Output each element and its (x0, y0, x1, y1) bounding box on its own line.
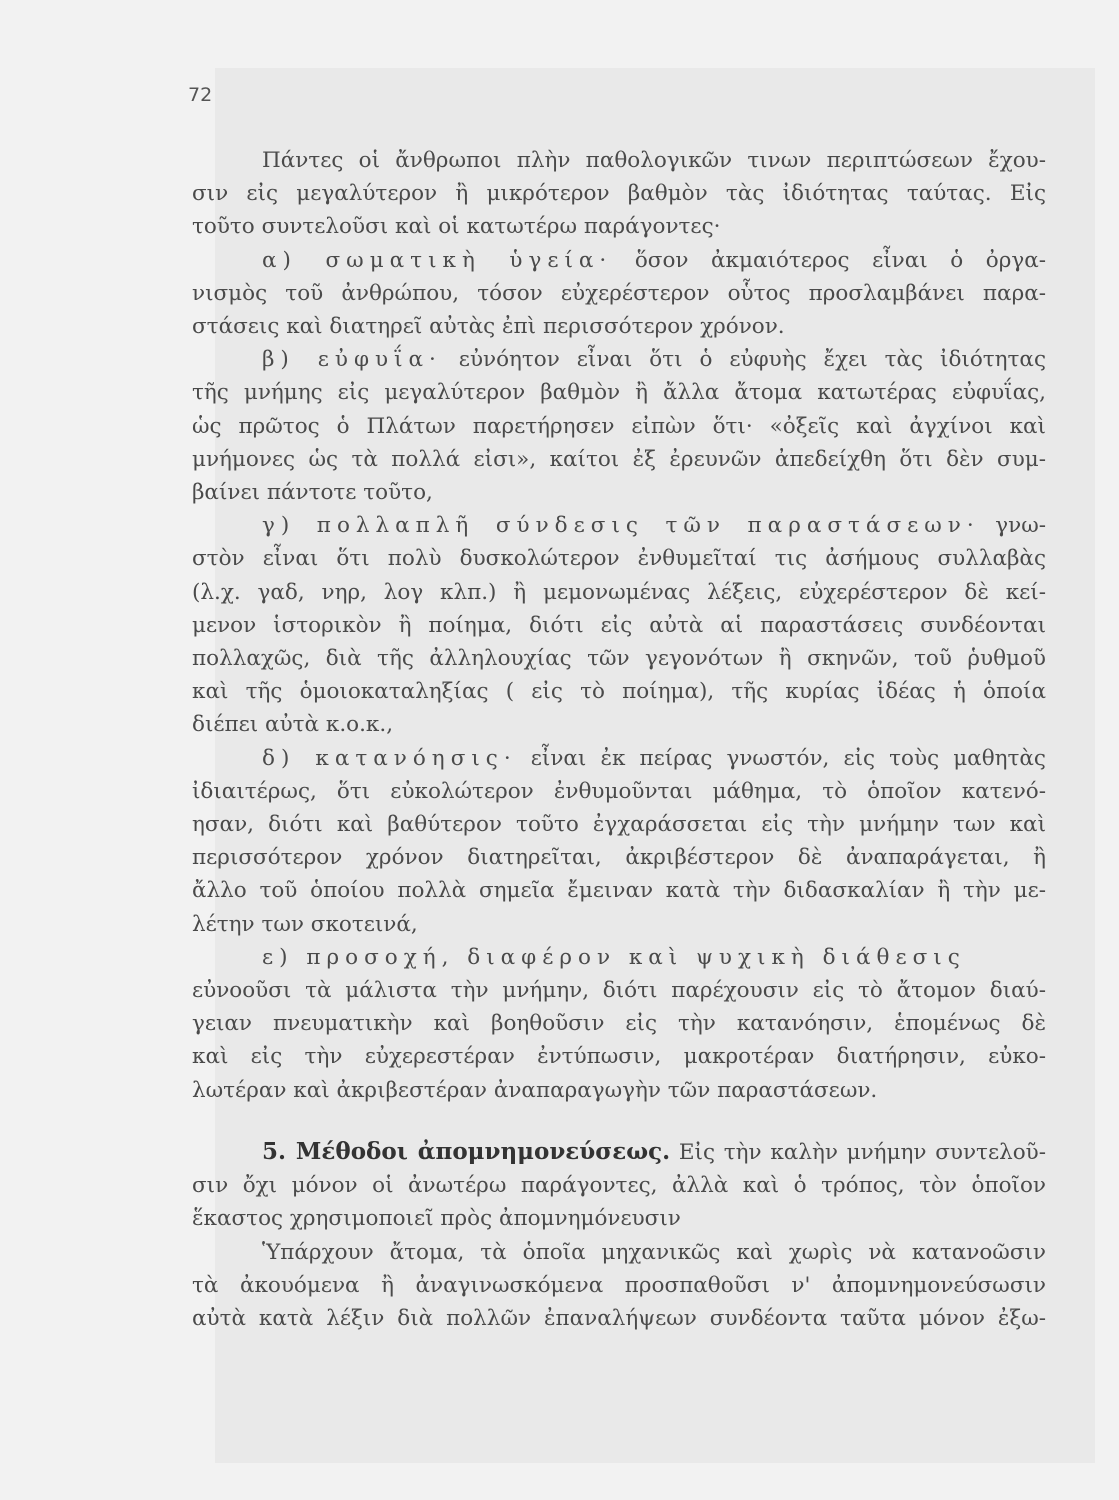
line-text: πολλαχῶς, διὰ τῆς ἀλληλουχίας τῶν γεγονότων ἢ σκηνῶν, τοῦ ῥυθμοῦ (192, 646, 1046, 672)
text-line (192, 509, 1046, 542)
line-text: εὐνοοῦσι τὰ μάλιστα τὴν μνήμην, διότι παρέχουσιν εἰς τὸ ἄτομον διαύ- (192, 978, 1046, 1004)
line-text: τοῦτο συντελοῦσι καὶ οἱ κατωτέρω παράγοντες· (192, 214, 721, 240)
text-line (192, 1169, 1046, 1202)
line-text: σιν ὄχι μόνον οἱ ἀνωτέρω παράγοντες, ἀλλὰ καὶ ὁ τρόπος, τὸν ὁποῖον (192, 1173, 1046, 1199)
line-text: καὶ εἰς τὴν εὐχερεστέραν ἐντύπωσιν, μακροτέραν διατήρησιν, εὐκο- (192, 1044, 1046, 1070)
text-line (192, 244, 1046, 277)
text-line (192, 941, 1046, 974)
line-text: τὰ ἀκουόμενα ἢ ἀναγινωσκόμενα προσπαθοῦσι ν' ἀπομνημονεύσωσιν (192, 1272, 1046, 1298)
text-line (192, 642, 1046, 675)
line-text: ησαν, διότι καὶ βαθύτερον τοῦτο ἐγχαράσσεται εἰς τὴν μνήμην των καὶ (192, 812, 1046, 838)
line-text: νισμὸς τοῦ ἀνθρώπου, τόσον εὐχερέστερον οὗτος προσλαμβάνει παρα- (192, 280, 1046, 306)
text-line (192, 343, 1046, 376)
text-line (192, 708, 1046, 741)
text-line (192, 1074, 1046, 1107)
section-gap (192, 1107, 1046, 1135)
spaced-term-label: α) σωματικὴ ὑγεία· (262, 247, 613, 273)
text-line (192, 476, 1046, 509)
text-line (192, 144, 1046, 177)
text-line (192, 1202, 1046, 1235)
line-text: λωτέραν καὶ ἀκριβεστέραν ἀναπαραγωγὴν τῶν παραστάσεων. (192, 1077, 878, 1103)
line-text: μνήμονες ὡς τὰ πολλά εἰσι», καίτοι ἐξ ἐρευνῶν ἀπεδείχθη ὅτι δὲν συμ- (192, 446, 1046, 472)
line-text: ἄλλο τοῦ ὁποίου πολλὰ σημεῖα ἔμειναν κατὰ τὴν διδασκαλίαν ἢ τὴν με- (192, 878, 1046, 904)
text-line (192, 576, 1046, 609)
text-line (192, 974, 1046, 1007)
text-line (192, 376, 1046, 409)
text-line (192, 1302, 1046, 1335)
line-text: εὐνόητον εἶναι ὅτι ὁ εὐφυὴς ἔχει τὰς ἰδιότητας (441, 347, 1046, 373)
text-line (192, 310, 1046, 343)
line-text: (λ.χ. γαδ, νηρ, λογ κλπ.) ἢ μεμονωμένας λέξεις, εὐχερέστερον δὲ κεί- (192, 579, 1046, 605)
text-line (192, 410, 1046, 443)
text-line (192, 775, 1046, 808)
line-text: διέπει αὐτὰ κ.ο.κ., (192, 712, 394, 738)
line-text: εἶναι ἐκ πείρας γνωστόν, εἰς τοὺς μαθητὰς (516, 745, 1046, 771)
line-text: σιν εἰς μεγαλύτερον ἢ μικρότερον βαθμὸν τὰς ἰδιότητας ταύτας. Εἰς (192, 181, 1046, 207)
page-body (192, 144, 1046, 1335)
section-heading: 5. Μέθοδοι ἀπομνημονεύσεως. (262, 1137, 671, 1165)
line-text: ὡς πρῶτος ὁ Πλάτων παρετήρησεν εἰπὼν ὅτι· «ὀξεῖς καὶ ἀγχίνοι καὶ (192, 413, 1046, 439)
text-line (192, 1269, 1046, 1302)
line-text: βαίνει πάντοτε τοῦτο, (192, 480, 433, 506)
line-text: αὐτὰ κατὰ λέξιν διὰ πολλῶν ἐπαναλήψεων συνδέοντα ταῦτα μόνον ἐξω- (192, 1305, 1046, 1331)
text-line (192, 841, 1046, 874)
text-line (192, 874, 1046, 907)
line-text: Εἰς τὴν καλὴν μνήμην συντελοῦ- (670, 1139, 1046, 1165)
text-line (192, 177, 1046, 210)
spaced-term-label: γ) πολλαπλῆ σύνδεσις τῶν παραστάσεων· (262, 513, 980, 539)
spaced-term-label: ε) προσοχή, διαφέρον καὶ ψυχικὴ διάθεσις (262, 944, 966, 970)
line-text: στὸν εἶναι ὅτι πολὺ δυσκολώτερον ἐνθυμεῖταί τις ἀσήμους συλλαβὰς (192, 546, 1046, 572)
text-line (192, 1007, 1046, 1040)
text-line (192, 1236, 1046, 1269)
text-line (192, 808, 1046, 841)
spaced-term-label: δ) κατανόησις· (262, 745, 517, 771)
line-text: περισσότερον χρόνον διατηρεῖται, ἀκριβέστερον δὲ ἀναπαράγεται, ἢ (192, 845, 1046, 871)
text-line (192, 277, 1046, 310)
line-text: καὶ τῆς ὁμοιοκαταληξίας ( εἰς τὸ ποίημα), τῆς κυρίας ἰδέας ἡ ὁποία (192, 679, 1046, 705)
line-text: τῆς μνήμης εἰς μεγαλύτερον βαθμὸν ἢ ἄλλα ἄτομα κατωτέρας εὐφυΐας, (192, 380, 1046, 406)
line-text: ἕκαστος χρησιμοποιεῖ πρὸς ἀπομνημόνευσιν (192, 1206, 681, 1232)
line-text: γειαν πνευματικὴν καὶ βοηθοῦσιν εἰς τὴν κατανόησιν, ἑπομένως δὲ (192, 1011, 1046, 1037)
text-line (192, 1135, 1046, 1169)
line-text: Ὑπάρχουν ἄτομα, τὰ ὁποῖα μηχανικῶς καὶ χωρὶς νὰ κατανοῶσιν (262, 1239, 1046, 1265)
line-text: Πάντες οἱ ἄνθρωποι πλὴν παθολογικῶν τινων περιπτώσεων ἔχου- (262, 148, 1046, 173)
line-text: μενον ἱστορικὸν ἢ ποίημα, διότι εἰς αὐτὰ αἱ παραστάσεις συνδέονται (192, 612, 1046, 638)
line-text: στάσεις καὶ διατηρεῖ αὐτὰς ἐπὶ περισσότερον χρόνον. (192, 314, 785, 340)
text-line (192, 908, 1046, 941)
line-text: ἰδιαιτέρως, ὅτι εὐκολώτερον ἐνθυμοῦνται μάθημα, τὸ ὁποῖον κατενό- (192, 778, 1046, 804)
text-line (192, 443, 1046, 476)
line-text: γνω- (979, 513, 1046, 539)
spaced-term-label: β) εὐφυΐα· (262, 347, 442, 373)
line-text: λέτην των σκοτεινά, (192, 911, 418, 937)
text-line (192, 742, 1046, 775)
page-number: 72 (188, 84, 213, 106)
text-line (192, 609, 1046, 642)
text-line (192, 210, 1046, 243)
text-line (192, 1040, 1046, 1073)
text-line (192, 542, 1046, 575)
text-line (192, 675, 1046, 708)
line-text: ὅσον ἀκμαιότερος εἶναι ὁ ὀργα- (612, 247, 1046, 273)
